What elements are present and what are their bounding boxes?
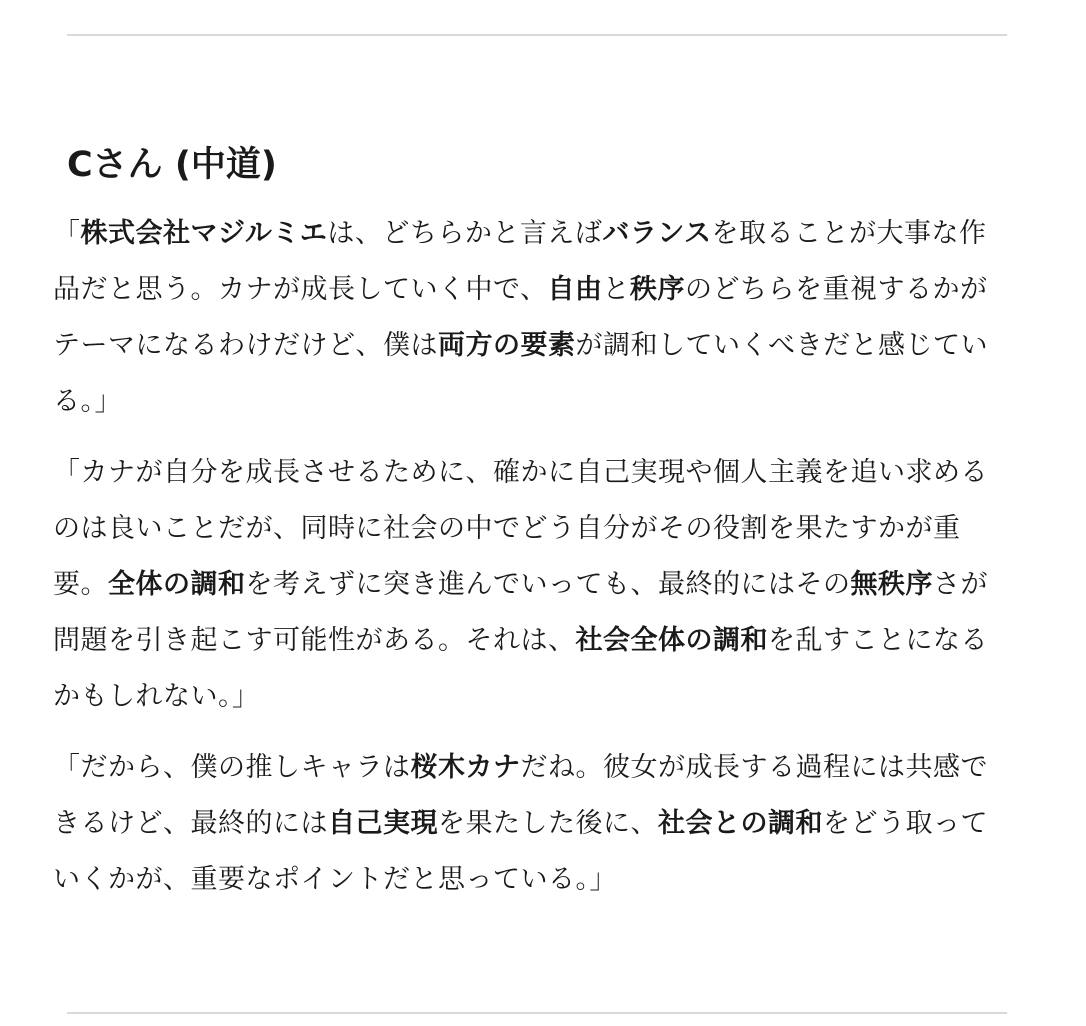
paragraph-text: 「カナが自分を成長させるために、確かに自己実現や個人主義を追い求めるのは良いことだが、同時に社会の中でどう自分がその役割を果たすかが重要。 [53, 457, 988, 600]
article-section [53, 138, 1007, 923]
paragraph-text: だね。彼女が成長する過程には共感できるけど、最終的には [53, 752, 988, 839]
emphasis-text: 自由 [547, 274, 603, 305]
emphasis-text: バランス [602, 218, 712, 249]
emphasis-text: 無秩序 [850, 569, 933, 600]
paragraph-text: 「だから、僕の推しキャラは [53, 752, 411, 783]
quote-paragraph [53, 740, 1007, 908]
bottom-divider [67, 1012, 1007, 1014]
top-divider [67, 34, 1007, 36]
quote-paragraph [53, 445, 1007, 725]
paragraph-text: は、どちらかと言えば [327, 218, 603, 249]
paragraph-text: と [602, 274, 630, 305]
section-heading: Cさん (中道) [67, 145, 277, 185]
paragraph-text: を取ることが大事な作品だと思う。カナが成長していく中で、 [53, 218, 987, 305]
emphasis-text: 両方の要素 [438, 330, 576, 361]
paragraph-text: のどちらを重視するかがテーマになるわけだけど、僕は [53, 274, 988, 361]
quote-paragraph [53, 206, 1007, 430]
paragraph-text: を考えずに突き進んでいっても、最終的にはその [245, 569, 851, 600]
emphasis-text: 社会全体の調和 [575, 625, 768, 656]
paragraph-text: 「 [53, 218, 81, 249]
emphasis-text: 株式会社マジルミエ [80, 218, 328, 249]
emphasis-text: 社会との調和 [658, 808, 823, 839]
paragraph-list [53, 206, 1007, 908]
paragraph-text: が調和していくべきだと感じている。」 [53, 330, 988, 417]
paragraph-text: を乱すことになるかもしれない。」 [53, 625, 988, 712]
emphasis-text: 桜木カナ [410, 752, 521, 783]
paragraph-text: をどう取っていくかが、重要なポイントだと思っている。」 [53, 808, 988, 895]
emphasis-text: 全体の調和 [108, 569, 246, 600]
paragraph-text: さが問題を引き起こす可能性がある。それは、 [53, 569, 988, 656]
paragraph-text: を果たした後に、 [438, 808, 658, 839]
emphasis-text: 自己実現 [328, 808, 438, 839]
emphasis-text: 秩序 [629, 274, 685, 305]
